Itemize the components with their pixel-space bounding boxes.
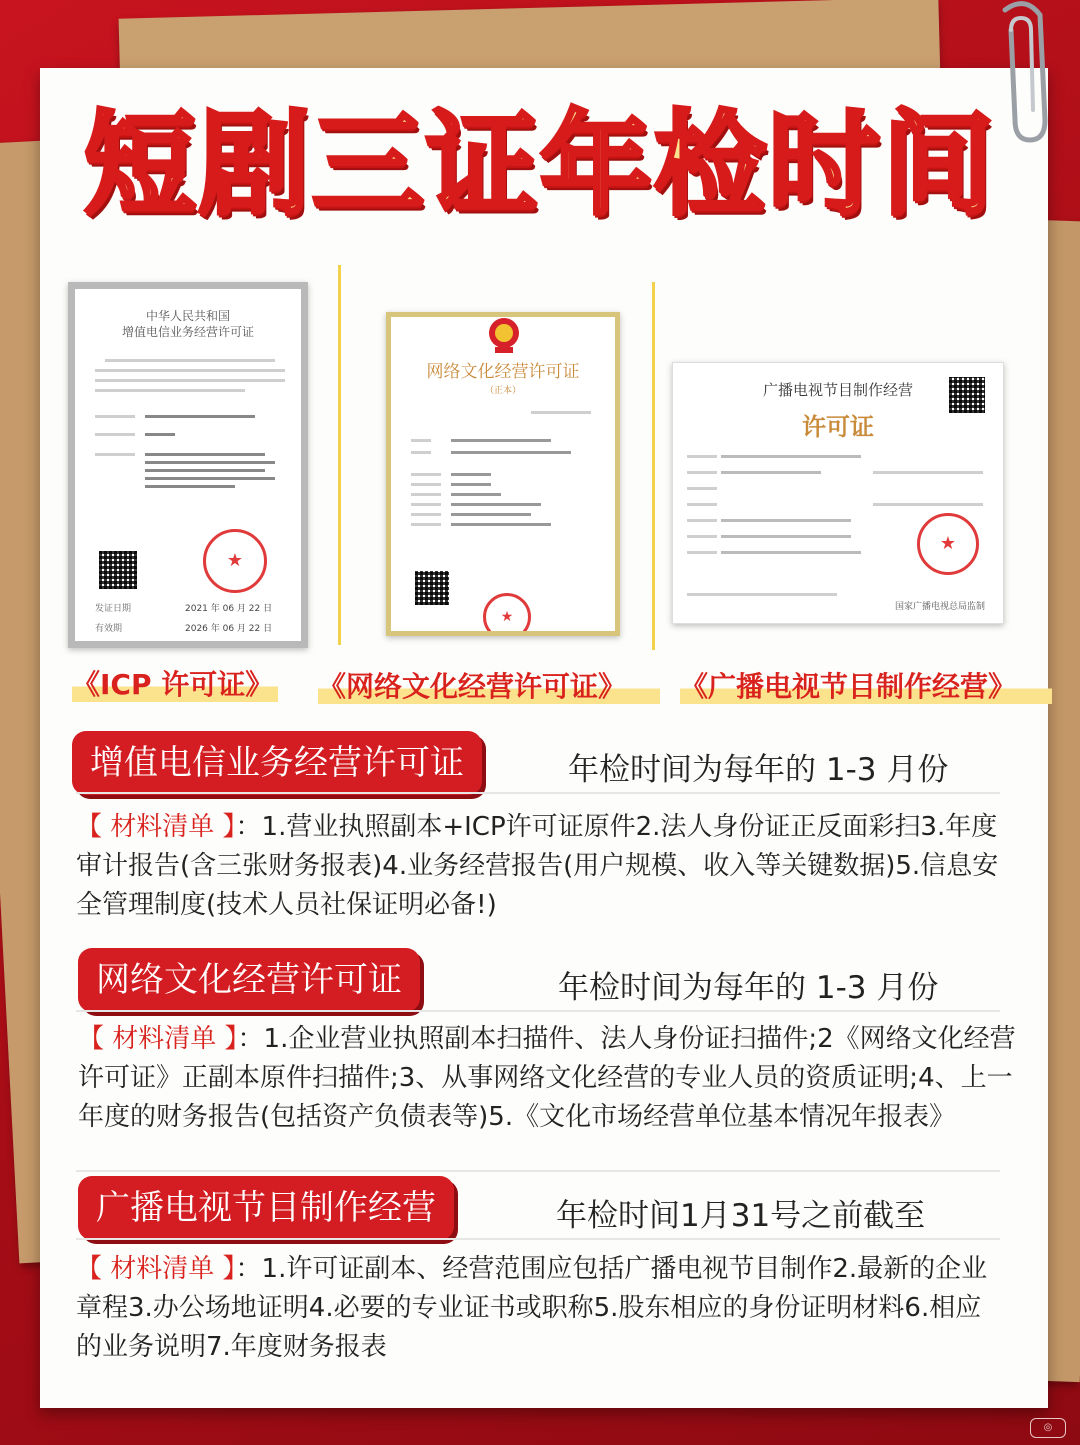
divider-line <box>76 1170 1000 1172</box>
cert-header-line1: 广播电视节目制作经营 <box>762 381 913 399</box>
materials-broadcast <box>76 1250 1006 1367</box>
qr-code-icon <box>99 551 137 589</box>
qr-code-icon <box>415 571 449 605</box>
qr-code-icon <box>949 377 985 413</box>
page-title: 短剧三证年检时间 <box>84 100 996 230</box>
materials-text: ：1.营业执照副本+ICP许可证原件2.法人身份证正反面彩扫3.年度审计报告(含三张财务报表)4.业务经营报告(用户规模、收入等关键数据)5.信息安全管理制度(技术人员社保证明必备!) <box>76 812 999 920</box>
broadcast-certificate-image <box>672 362 1004 624</box>
materials-text: ：1.许可证副本、经营范围应包括广播电视节目制作2.最新的企业章程3.办公场地证明4.必要的专业证书或职称5.股东相应的身份证明材料6.相应的业务说明7.年度财务报表 <box>76 1254 988 1362</box>
cert-header: 网络文化经营许可证 <box>426 362 580 382</box>
divider-line <box>76 1238 1000 1240</box>
materials-text: ：1.企业营业执照副本扫描件、法人身份证扫描件;2《网络文化经营许可证》正副本原件扫描件;3、从事网络文化经营的专业人员的资质证明;4、上一年度的财务报告(包括资产负债表等)5.《文化市场经营单位基本情况年报表》 <box>78 1024 1016 1132</box>
section-title-telecom: 增值电信业务经营许可证 <box>72 731 482 795</box>
cert-header-line2: 增值电信业务经营许可证 <box>121 325 254 339</box>
annual-time-telecom: 年检时间为每年的 1-3 月份 <box>568 752 949 788</box>
divider-line <box>338 265 341 645</box>
network-culture-certificate-image <box>386 312 620 636</box>
materials-network-culture <box>78 1020 1018 1137</box>
national-emblem-icon <box>487 315 521 355</box>
section-title-broadcast: 广播电视节目制作经营 <box>78 1176 454 1240</box>
annual-time-network-culture: 年检时间为每年的 1-3 月份 <box>558 970 939 1006</box>
valid-date-label: 有效期 <box>95 624 123 634</box>
divider-line <box>76 1010 1000 1012</box>
issue-date: 2021 年 06 月 22 日 <box>185 604 273 614</box>
annual-time-broadcast: 年检时间1月31号之前截至 <box>556 1198 926 1234</box>
caption-icp: 《ICP 许可证》 <box>72 668 278 702</box>
divider-line <box>652 282 655 650</box>
red-seal-icon: ★ <box>483 593 531 636</box>
caption-broadcast: 《广播电视节目制作经营》 <box>680 670 1052 704</box>
issue-date-label: 发证日期 <box>95 604 132 614</box>
icp-certificate-image <box>68 282 308 648</box>
cert-header-line1: 中华人民共和国 <box>145 309 230 323</box>
section-title-network-culture: 网络文化经营许可证 <box>78 948 420 1012</box>
cert-subheader: （正本） <box>484 386 521 396</box>
materials-tag: 【 材料清单 】 <box>76 1254 236 1284</box>
divider-line <box>76 792 1000 794</box>
materials-tag: 【 材料清单 】 <box>78 1024 238 1054</box>
cert-header-line2: 许可证 <box>802 413 874 441</box>
red-seal-icon: ★ <box>203 529 267 593</box>
materials-tag: 【 材料清单 】 <box>76 812 236 842</box>
valid-date: 2026 年 06 月 22 日 <box>185 624 273 634</box>
watermark-icon: ◎ <box>1030 1418 1066 1438</box>
caption-network-culture: 《网络文化经营许可证》 <box>318 670 660 704</box>
red-seal-icon: ★ <box>917 513 979 575</box>
cert-issuer: 国家广播电视总局监制 <box>895 602 986 612</box>
materials-telecom <box>76 808 1006 925</box>
